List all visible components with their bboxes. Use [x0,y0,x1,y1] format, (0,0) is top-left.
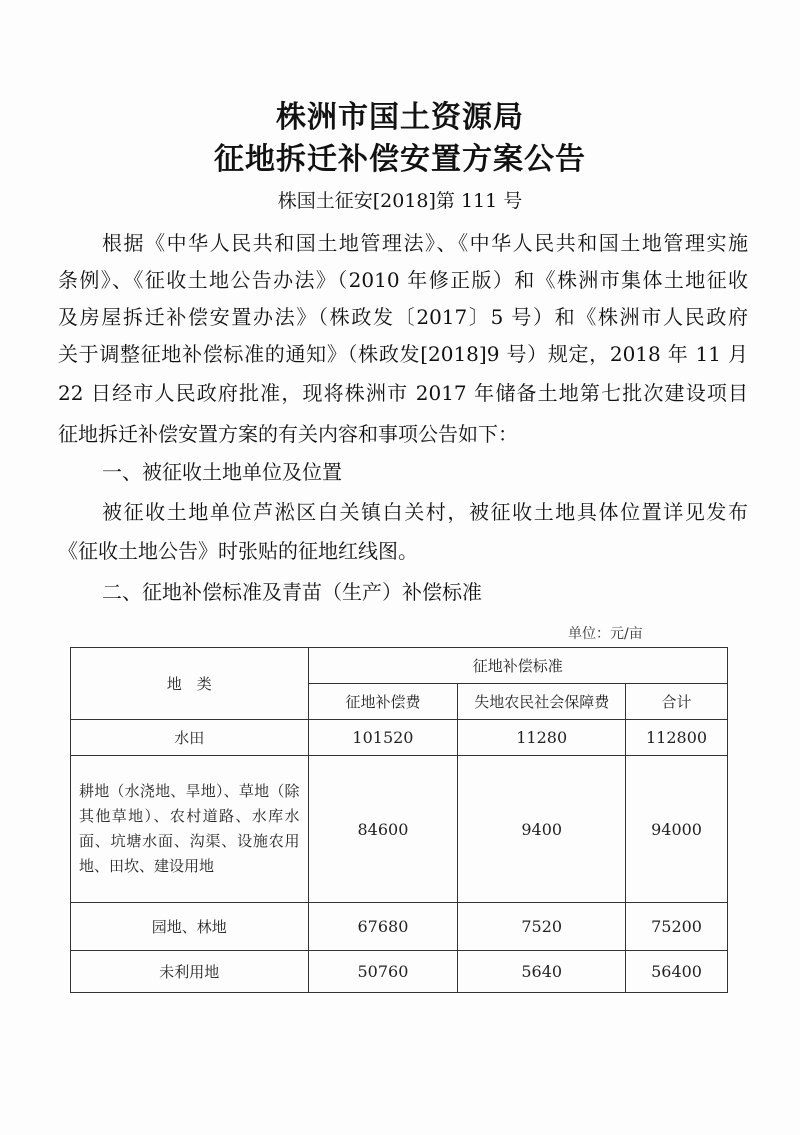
value-cell: 11280 [458,720,626,756]
value-cell: 101520 [308,720,458,756]
value-cell: 5640 [458,951,626,993]
document-title: 征地拆迁补偿安置方案公告 [214,142,586,177]
paragraph-line: 关于调整征地补偿标准的通知》（株政发[2018]9 号）规定，2018 年 11 月 [58,342,748,366]
value-cell: 56400 [626,951,728,993]
paragraph-line: 根据《中华人民共和国土地管理法》、《中华人民共和国土地管理实施 [102,231,748,255]
paragraph-line: 22 日经市人民政府批准，现将株洲市 2017 年储备土地第七批次建设项目 [58,381,748,405]
table-header-row [71,648,728,684]
section-heading: 一、被征收土地单位及位置 [102,460,342,484]
category-cell: 水田 [71,720,309,756]
category-cell: 未利用地 [71,951,309,993]
table-row [71,720,728,756]
section-heading: 二、征地补偿标准及青苗（生产）补偿标准 [102,580,482,604]
header-col: 合计 [626,684,728,720]
header-col: 征地补偿费 [308,684,458,720]
header-col: 失地农民社会保障费 [458,684,626,720]
paragraph-line: 《征收土地公告》时张贴的征地红线图。 [58,539,418,563]
unit-label: 单位：元/亩 [568,626,643,642]
value-cell: 67680 [308,903,458,951]
table-row [71,903,728,951]
table-row [71,756,728,903]
value-cell: 112800 [626,720,728,756]
paragraph-line: 条例》、《征收土地公告办法》（2010 年修正版）和《株洲市集体土地征收 [58,268,748,292]
value-cell: 50760 [308,951,458,993]
category-cell: 耕地（水浇地、旱地）、草地（除其他草地）、农村道路、水库水面、坑塘水面、沟渠、设施农用地、田坎、建设用地 [71,756,309,903]
value-cell: 84600 [308,756,458,903]
value-cell: 75200 [626,903,728,951]
value-cell: 94000 [626,756,728,903]
table-row [71,951,728,993]
value-cell: 7520 [458,903,626,951]
paragraph-line: 及房屋拆迁补偿安置办法》（株政发〔2017〕5 号）和《株洲市人民政府 [58,305,748,329]
value-cell: 9400 [458,756,626,903]
document-number: 株国土征安[2018]第 111 号 [277,190,523,212]
compensation-standard-table [70,647,728,993]
category-cell: 园地、林地 [71,903,309,951]
header-category: 地 类 [71,648,309,720]
document-title-issuer: 株洲市国土资源局 [276,100,524,135]
header-group: 征地补偿标准 [308,648,727,684]
paragraph-line: 征地拆迁补偿安置方案的有关内容和事项公告如下： [58,422,518,446]
paragraph-line: 被征收土地单位芦淞区白关镇白关村，被征收土地具体位置详见发布 [102,500,748,524]
